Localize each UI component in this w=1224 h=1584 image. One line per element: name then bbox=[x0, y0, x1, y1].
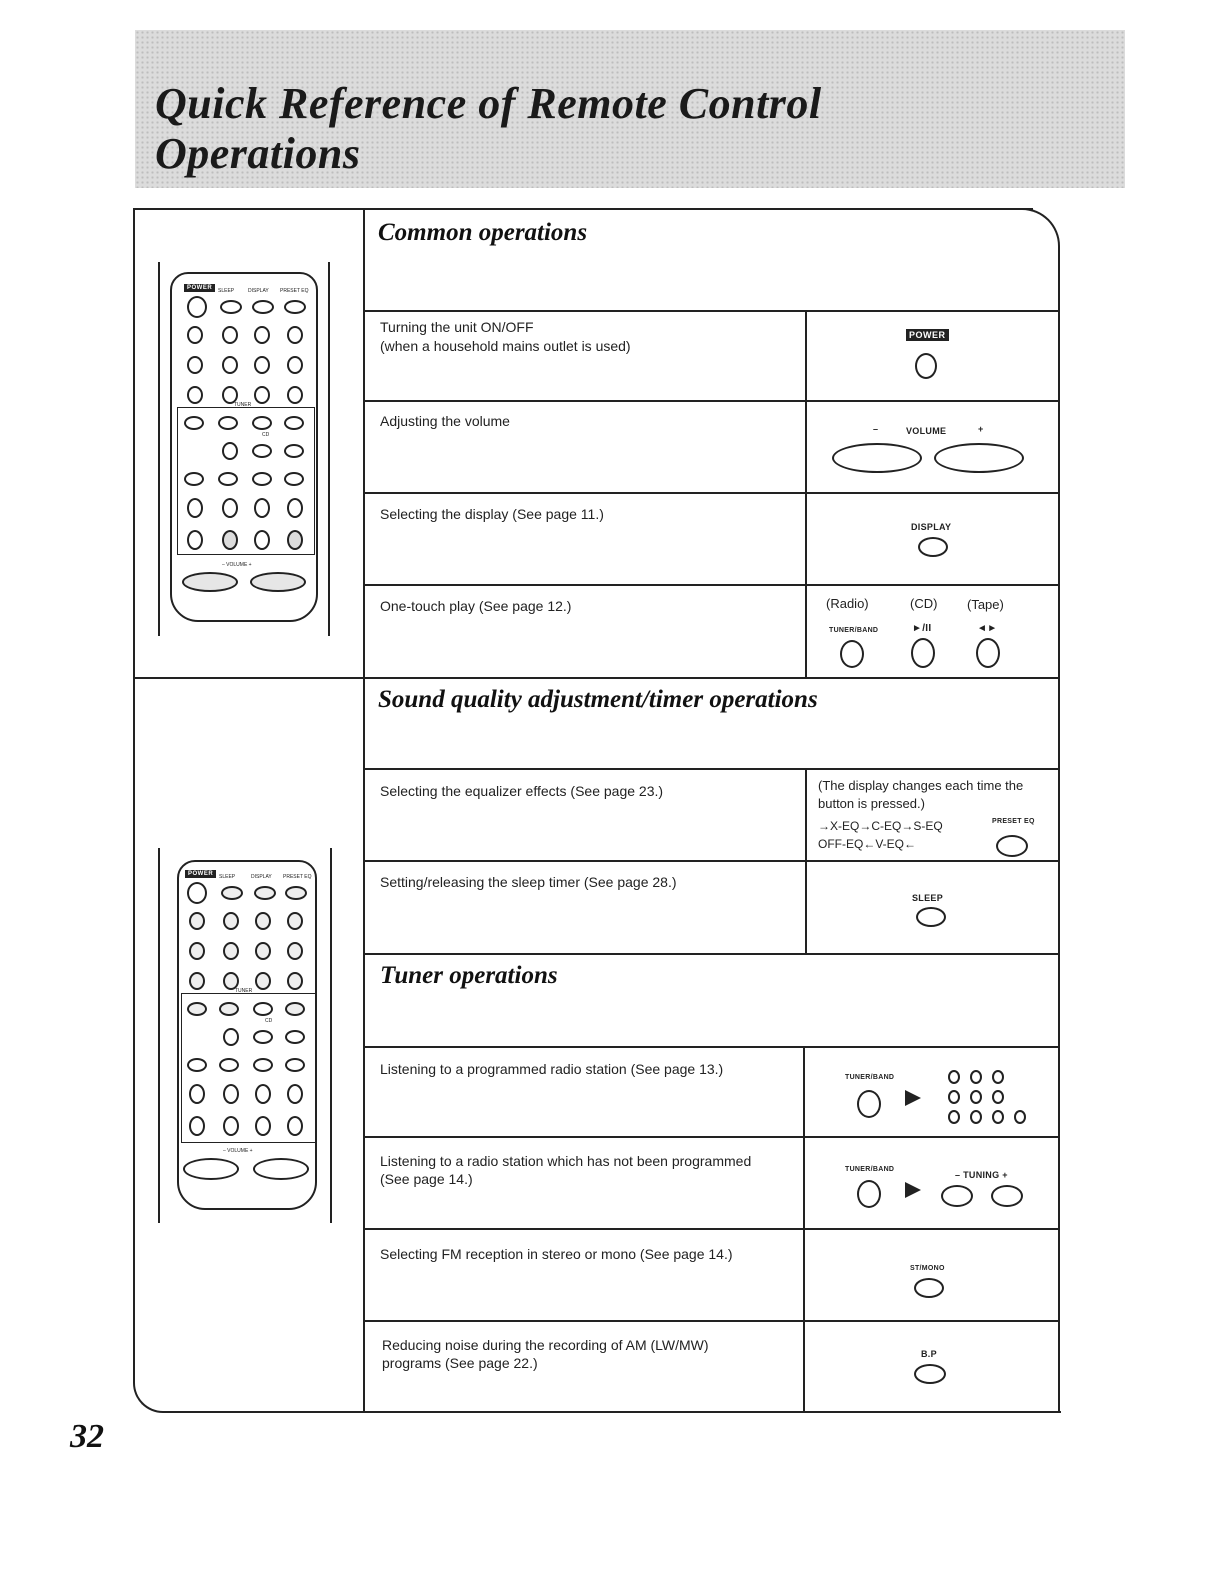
remote-prev bbox=[254, 498, 270, 518]
remote2-tuning-down bbox=[253, 1002, 273, 1016]
column-divider-left bbox=[363, 208, 365, 1413]
remote-tape-btn bbox=[222, 442, 238, 460]
row-line bbox=[363, 1320, 1060, 1322]
op-power-text: Turning the unit ON/OFF bbox=[380, 319, 534, 335]
remote-key-5 bbox=[222, 356, 238, 374]
preset-4-button[interactable] bbox=[948, 1090, 960, 1104]
remote2-key-10 bbox=[287, 972, 303, 990]
remote-repeat bbox=[284, 472, 304, 486]
remote-key-7 bbox=[187, 386, 203, 404]
remote2-clear bbox=[255, 1116, 271, 1136]
remote2-key-1 bbox=[189, 912, 205, 930]
remote2-counter-reset bbox=[187, 1058, 207, 1072]
op-sleep-text: Setting/releasing the sleep timer (See page 28.) bbox=[380, 874, 677, 890]
preset-eq-button[interactable] bbox=[996, 835, 1028, 857]
tuning-down-button[interactable] bbox=[941, 1185, 973, 1207]
row-line bbox=[363, 310, 1060, 312]
arrow-icon bbox=[905, 1090, 921, 1106]
remote-illustration-2 bbox=[177, 860, 317, 1210]
tuner-band-label-2: TUNER/BAND bbox=[845, 1074, 895, 1081]
preset-3-button[interactable] bbox=[992, 1070, 1004, 1084]
remote-next bbox=[287, 498, 303, 518]
remote2-key-7 bbox=[189, 972, 205, 990]
cd-play-pause-button[interactable] bbox=[911, 638, 935, 668]
row-line bbox=[363, 768, 1060, 770]
remote-preset-eq-label: PRESET EQ bbox=[280, 288, 309, 294]
remote-volume-down bbox=[182, 572, 238, 592]
display-button[interactable] bbox=[918, 537, 948, 557]
remote-cancel bbox=[252, 444, 272, 458]
row-line bbox=[363, 1228, 1060, 1230]
volume-down-button[interactable] bbox=[832, 443, 922, 473]
frame-top bbox=[133, 208, 1033, 210]
remote-key-3 bbox=[254, 326, 270, 344]
op-notprog-text: Listening to a radio station which has not been programmed bbox=[380, 1153, 752, 1169]
remote2-key-2 bbox=[223, 912, 239, 930]
volume-label: VOLUME bbox=[906, 426, 947, 436]
section-line bbox=[363, 953, 1060, 955]
remote-play-pause bbox=[287, 530, 303, 550]
remote-key-9 bbox=[254, 386, 270, 404]
section-title-tuner: Tuner operations bbox=[380, 962, 558, 989]
tuner-band-button-2[interactable] bbox=[857, 1090, 881, 1118]
remote-cd-label: CD bbox=[262, 432, 270, 438]
power-button[interactable] bbox=[915, 353, 937, 379]
remote2-volume-up bbox=[253, 1158, 309, 1180]
remote2-prev bbox=[255, 1084, 271, 1104]
play-pause-label: ►/II bbox=[912, 623, 932, 634]
remote2-rev-mode bbox=[219, 1058, 239, 1072]
remote2-tape-play bbox=[223, 1116, 239, 1136]
tuning-label: – TUNING + bbox=[955, 1170, 1008, 1180]
remote-power-button bbox=[187, 296, 207, 318]
display-label: DISPLAY bbox=[911, 522, 952, 532]
tape-label: (Tape) bbox=[967, 597, 1004, 612]
remote-tape-play bbox=[222, 530, 238, 550]
remote-display-button bbox=[252, 300, 274, 314]
remote-key-6 bbox=[254, 356, 270, 374]
preset-1-button[interactable] bbox=[948, 1070, 960, 1084]
bp-button[interactable] bbox=[914, 1364, 946, 1384]
preset-7-button[interactable] bbox=[948, 1110, 960, 1124]
st-mono-button[interactable] bbox=[914, 1278, 944, 1298]
remote-power-label: POWER bbox=[184, 284, 215, 292]
remote2-key-6 bbox=[255, 942, 271, 960]
bp-label: B.P bbox=[921, 1349, 937, 1359]
remote-bracket bbox=[158, 848, 160, 1223]
power-label: POWER bbox=[906, 329, 949, 341]
remote2-random bbox=[253, 1058, 273, 1072]
remote-clear bbox=[254, 530, 270, 550]
remote-sleep-button bbox=[220, 300, 242, 314]
remote2-cd-label: CD bbox=[265, 1018, 273, 1024]
row-line bbox=[363, 492, 1060, 494]
remote2-bp bbox=[219, 1002, 239, 1016]
op-stereo-text: Selecting FM reception in stereo or mono (See page 14.) bbox=[380, 1246, 733, 1262]
preset-eq-label: PRESET EQ bbox=[992, 818, 1035, 825]
remote-bracket bbox=[158, 262, 160, 636]
remote-random bbox=[252, 472, 272, 486]
remote-display-label: DISPLAY bbox=[248, 288, 269, 294]
volume-up-button[interactable] bbox=[934, 443, 1024, 473]
section-title-common: Common operations bbox=[378, 219, 588, 246]
row-line bbox=[363, 1046, 1060, 1048]
remote2-power-label: POWER bbox=[185, 870, 216, 878]
op-equalizer-text: Selecting the equalizer effects (See page 23.) bbox=[380, 783, 664, 799]
op-programmed-text: Listening to a programmed radio station (See page 13.) bbox=[380, 1061, 724, 1077]
remote-key-1 bbox=[187, 326, 203, 344]
column-divider-right-1 bbox=[805, 310, 807, 678]
remote-volume-label: – VOLUME + bbox=[222, 562, 252, 568]
remote-rev-mode bbox=[218, 472, 238, 486]
remote2-rew bbox=[189, 1084, 205, 1104]
remote2-stop bbox=[189, 1116, 205, 1136]
op-bp-text: Reducing noise during the recording of AM (LW/MW) bbox=[382, 1337, 709, 1353]
remote-tuning-up bbox=[284, 416, 304, 430]
op-display-text: Selecting the display (See page 11.) bbox=[380, 506, 604, 522]
tuning-up-button[interactable] bbox=[991, 1185, 1023, 1207]
op-power-note: (when a household mains outlet is used) bbox=[380, 338, 631, 354]
remote2-volume-label: – VOLUME + bbox=[223, 1148, 253, 1154]
arrow-icon bbox=[905, 1182, 921, 1198]
remote-rew bbox=[187, 498, 203, 518]
remote2-key-3 bbox=[255, 912, 271, 930]
remote2-tape-btn bbox=[223, 1028, 239, 1046]
remote-ff bbox=[222, 498, 238, 518]
page-title-line2: Operations bbox=[155, 129, 361, 178]
preset-9-button[interactable] bbox=[992, 1110, 1004, 1124]
section-line bbox=[133, 677, 1060, 679]
remote2-sleep-label: SLEEP bbox=[219, 874, 236, 880]
remote2-preset-eq-label: PRESET EQ bbox=[283, 874, 312, 880]
remote-key-tb bbox=[287, 326, 303, 344]
eq-sequence-top: →X-EQ→C-EQ→S-EQ bbox=[818, 819, 943, 833]
sleep-button[interactable] bbox=[916, 907, 946, 927]
remote2-repeat bbox=[285, 1058, 305, 1072]
remote-counter-reset bbox=[184, 472, 204, 486]
remote-key-2 bbox=[222, 326, 238, 344]
remote-bracket bbox=[330, 848, 332, 1223]
remote2-ff bbox=[223, 1084, 239, 1104]
op-bp-note: programs (See page 22.) bbox=[382, 1355, 538, 1371]
preset-5-button[interactable] bbox=[970, 1090, 982, 1104]
preset-2-button[interactable] bbox=[970, 1070, 982, 1084]
tape-play-button[interactable] bbox=[976, 638, 1000, 668]
remote2-st-mono bbox=[187, 1002, 207, 1016]
remote2-tuning-up bbox=[285, 1002, 305, 1016]
remote2-play-pause bbox=[287, 1116, 303, 1136]
sleep-label: SLEEP bbox=[912, 893, 944, 903]
remote2-display-label: DISPLAY bbox=[251, 874, 272, 880]
section-title-sound: Sound quality adjustment/timer operations bbox=[378, 686, 818, 713]
remote-program bbox=[284, 444, 304, 458]
tuner-band-label: TUNER/BAND bbox=[829, 627, 879, 634]
volume-minus-label: – bbox=[873, 424, 879, 434]
tuner-band-button[interactable] bbox=[840, 640, 864, 668]
remote-tuning-down bbox=[252, 416, 272, 430]
page-title: Quick Reference of Remote Control bbox=[155, 79, 822, 128]
remote2-key-plus10 bbox=[287, 942, 303, 960]
remote-key-10 bbox=[287, 386, 303, 404]
op-notprog-note: (See page 14.) bbox=[380, 1171, 473, 1187]
eq-note-line1: (The display changes each time the bbox=[818, 778, 1024, 793]
row-line bbox=[363, 1136, 1060, 1138]
remote2-display-button bbox=[254, 886, 276, 900]
remote2-volume-down bbox=[183, 1158, 239, 1180]
op-volume-text: Adjusting the volume bbox=[380, 413, 510, 429]
volume-plus-label: + bbox=[978, 424, 984, 434]
remote2-tuner-label: TUNER bbox=[235, 988, 253, 994]
radio-label: (Radio) bbox=[826, 596, 869, 611]
remote-volume-up bbox=[250, 572, 306, 592]
preset-10-button[interactable] bbox=[1014, 1110, 1026, 1124]
op-onetouch-text: One-touch play (See page 12.) bbox=[380, 598, 572, 614]
remote-tuner-label: TUNER bbox=[234, 402, 252, 408]
remote-preset-eq-button bbox=[284, 300, 306, 314]
remote2-power-button bbox=[187, 882, 207, 904]
frame-right bbox=[1058, 260, 1060, 1413]
preset-6-button[interactable] bbox=[992, 1090, 1004, 1104]
eq-note-line2: button is pressed.) bbox=[818, 796, 925, 811]
remote-key-plus10 bbox=[287, 356, 303, 374]
preset-8-button[interactable] bbox=[970, 1110, 982, 1124]
remote2-program bbox=[285, 1030, 305, 1044]
row-line bbox=[363, 860, 1060, 862]
remote2-key-9 bbox=[255, 972, 271, 990]
row-line bbox=[363, 584, 1060, 586]
tuner-band-button-3[interactable] bbox=[857, 1180, 881, 1208]
remote2-next bbox=[287, 1084, 303, 1104]
remote2-key-5 bbox=[223, 942, 239, 960]
remote-bracket bbox=[328, 262, 330, 636]
remote-sleep-label: SLEEP bbox=[218, 288, 235, 294]
remote-key-4 bbox=[187, 356, 203, 374]
remote2-sleep-button bbox=[221, 886, 243, 900]
remote2-preset-eq-button bbox=[285, 886, 307, 900]
remote-st-mono bbox=[184, 416, 204, 430]
remote2-cancel bbox=[253, 1030, 273, 1044]
tape-play-label: ◄► bbox=[977, 623, 998, 634]
page-number: 32 bbox=[70, 1418, 104, 1455]
tuner-band-label-3: TUNER/BAND bbox=[845, 1166, 895, 1173]
remote-stop bbox=[187, 530, 203, 550]
remote2-key-4 bbox=[189, 942, 205, 960]
eq-sequence-bottom: OFF-EQ←V-EQ← bbox=[818, 837, 917, 851]
st-mono-label: ST/MONO bbox=[910, 1265, 945, 1272]
remote2-key-tb bbox=[287, 912, 303, 930]
remote-illustration-1 bbox=[170, 272, 318, 622]
row-line bbox=[363, 400, 1060, 402]
cd-label: (CD) bbox=[910, 596, 938, 611]
remote-bp bbox=[218, 416, 238, 430]
